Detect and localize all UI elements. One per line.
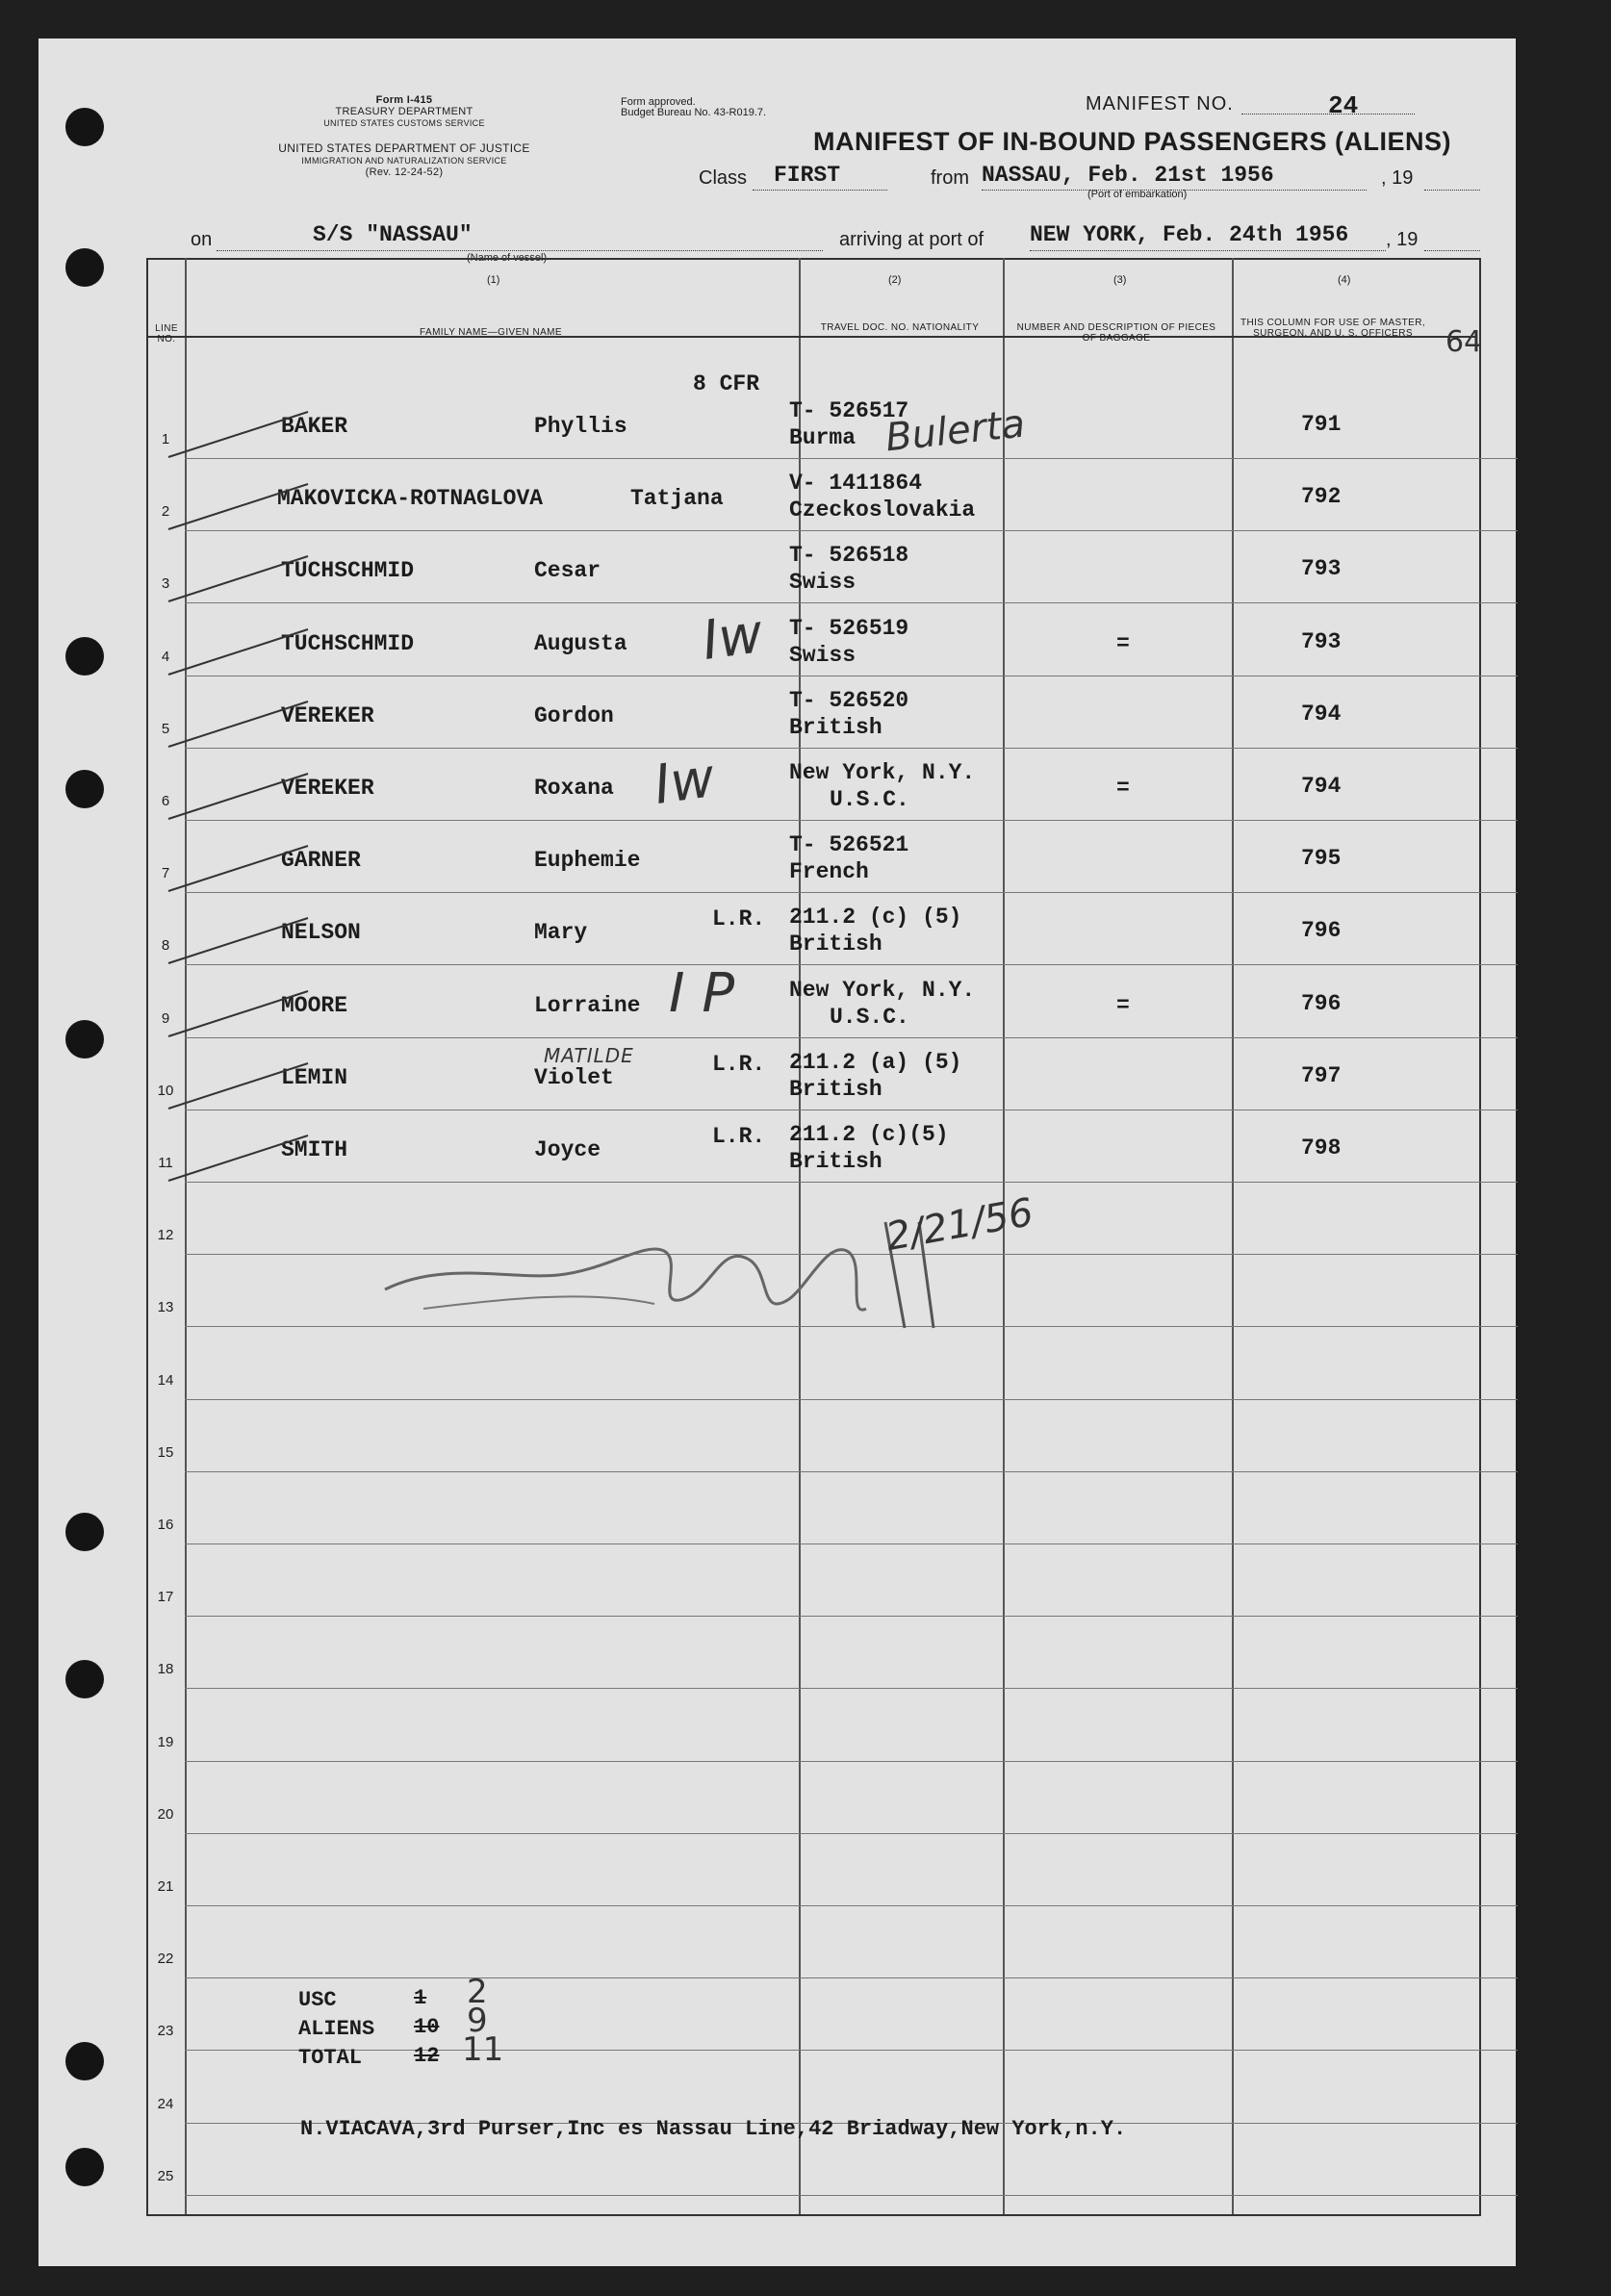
passenger-family-name: MOORE — [281, 992, 348, 1018]
baggage-mark: = — [1116, 630, 1130, 656]
travel-doc-number: T- 526517 — [789, 398, 909, 423]
travel-doc-number: 211.2 (c)(5) — [789, 1122, 949, 1147]
binder-hole — [65, 2042, 104, 2080]
col-1-label: (1) — [487, 274, 500, 286]
officer-number: 794 — [1301, 701, 1342, 727]
passenger-given-name: Lorraine — [534, 992, 641, 1018]
class-value: FIRST — [774, 163, 841, 188]
officer-number: 796 — [1301, 918, 1342, 944]
passenger-given-name: Mary — [534, 920, 588, 946]
customs-label: UNITED STATES CUSTOMS SERVICE — [323, 118, 485, 128]
binder-hole — [65, 2148, 104, 2186]
binder-hole — [65, 1513, 104, 1551]
travel-doc-number: V- 1411864 — [789, 471, 923, 497]
aliens-label: ALIENS — [298, 2017, 375, 2041]
row-rule — [185, 892, 1518, 893]
usc-label: USC — [298, 1988, 337, 2012]
header-name: FAMILY NAME—GIVEN NAME — [420, 327, 562, 338]
row-rule — [185, 1616, 1518, 1617]
officer-number: 793 — [1301, 628, 1342, 654]
line-number: 21 — [157, 1878, 174, 1895]
officer-number: 796 — [1301, 990, 1342, 1016]
check-mark-icon — [164, 1128, 318, 1186]
nationality: Swiss — [789, 642, 857, 668]
nationality: Swiss — [789, 570, 857, 596]
line-number: 10 — [157, 1082, 174, 1099]
line-number: 19 — [157, 1733, 174, 1750]
passenger-given-name: Euphemie — [534, 848, 641, 874]
officer-number: 797 — [1301, 1062, 1342, 1088]
nationality: U.S.C. — [830, 787, 909, 812]
col-3-label: (3) — [1113, 274, 1127, 286]
lr-note: L.R. — [712, 906, 766, 932]
manifest-page — [38, 38, 1516, 2266]
total-orig: 12 — [414, 2044, 440, 2068]
travel-doc-number: T- 526520 — [789, 687, 909, 713]
check-mark-icon — [164, 694, 318, 752]
nationality: Burma — [789, 425, 857, 450]
check-mark-icon — [164, 838, 318, 896]
port-embarkation-label: (Port of embarkation) — [1087, 189, 1188, 200]
line-number: 6 — [161, 793, 170, 809]
form-approved: Form approved. — [621, 96, 696, 108]
passenger-family-name: GARNER — [281, 848, 361, 874]
year-label-2: , 19 — [1386, 229, 1419, 250]
line-number: 2 — [161, 503, 170, 521]
check-mark-icon — [164, 1056, 318, 1113]
handwritten-moore-note: I P — [669, 962, 735, 1025]
row-rule — [185, 1688, 1518, 1689]
treasury-label: TREASURY DEPARTMENT — [335, 106, 473, 117]
line-number: 12 — [157, 1227, 174, 1244]
passenger-family-name: TUCHSCHMID — [281, 630, 415, 656]
header-baggage: NUMBER AND DESCRIPTION OF PIECES OF BAGGAGE — [1016, 322, 1216, 344]
handwritten-matilde: MATILDE — [544, 1044, 634, 1067]
line-number: 18 — [157, 1661, 174, 1678]
passenger-family-name: SMITH — [281, 1137, 348, 1162]
row-rule — [185, 1905, 1518, 1906]
on-label: on — [191, 229, 213, 250]
row-rule — [185, 1471, 1518, 1472]
row-rule — [185, 2050, 1518, 2051]
passenger-family-name: BAKER — [281, 414, 348, 439]
line-number: 25 — [157, 2167, 174, 2184]
travel-doc-number: T- 526521 — [789, 832, 909, 858]
passenger-given-name: Joyce — [534, 1137, 601, 1162]
officer-number: 794 — [1301, 774, 1342, 799]
line-number: 20 — [157, 1805, 174, 1823]
row-rule — [185, 1543, 1518, 1544]
form-number: Form I-415 — [375, 94, 433, 106]
manifest-no-label: MANIFEST NO. — [1086, 93, 1234, 115]
row-rule — [185, 2195, 1518, 2196]
ins-label: IMMIGRATION AND NATURALIZATION SERVICE — [301, 156, 507, 166]
from-value: NASSAU, Feb. 21st 1956 — [982, 163, 1274, 188]
signature-date: 2/21/56 — [882, 1189, 1037, 1261]
travel-doc-number: New York, N.Y. — [789, 977, 976, 1003]
row-rule — [185, 1399, 1518, 1400]
passenger-given-name: Roxana — [534, 776, 614, 801]
passenger-family-name: TUCHSCHMID — [281, 558, 415, 584]
officer-number: 795 — [1301, 846, 1342, 872]
total-label: TOTAL — [298, 2046, 363, 2070]
passenger-given-name: Phyllis — [534, 414, 627, 439]
year-line-2 — [1424, 250, 1480, 251]
nationality: French — [789, 859, 869, 885]
arriving-value: NEW YORK, Feb. 24th 1956 — [1030, 222, 1349, 247]
travel-doc-number: 211.2 (a) (5) — [789, 1049, 962, 1075]
signature-image — [366, 1184, 982, 1357]
row-rule — [185, 1761, 1518, 1762]
line-number: 1 — [161, 431, 170, 447]
line-number: 16 — [157, 1517, 174, 1533]
row-rule — [185, 820, 1518, 821]
total-value: 11 — [462, 2030, 504, 2069]
passenger-family-name: NELSON — [281, 920, 361, 946]
row-rule — [185, 458, 1518, 459]
row-rule — [185, 602, 1518, 603]
vessel-line — [217, 250, 823, 251]
col-divider-baggage — [1232, 258, 1234, 2214]
line-number: 15 — [157, 1443, 174, 1461]
nationality: Czeckoslovakia — [789, 497, 976, 523]
row-rule — [185, 1977, 1518, 1978]
check-mark-icon — [164, 766, 318, 824]
row-rule — [185, 964, 1518, 965]
passenger-given-name: Gordon — [534, 702, 614, 728]
passenger-family-name: MAKOVICKA-ROTNAGLOVA — [277, 486, 544, 512]
usc-value: 2 — [467, 1973, 488, 2011]
line-number: 24 — [157, 2095, 174, 2112]
binder-hole — [65, 1020, 104, 1059]
line-number: 7 — [161, 865, 170, 882]
row-rule — [185, 748, 1518, 749]
year-label-1: , 19 — [1381, 167, 1414, 189]
from-label: from — [931, 167, 969, 189]
line-number: 9 — [161, 1009, 170, 1027]
page-number: 64 — [1445, 325, 1483, 359]
handwritten-tw-2: Iw — [650, 746, 719, 818]
check-mark-icon — [164, 910, 318, 968]
line-number: 14 — [157, 1371, 174, 1389]
revision-label: (Rev. 12-24-52) — [365, 166, 444, 178]
row-rule — [185, 1037, 1518, 1038]
check-mark-icon — [164, 622, 318, 679]
row-rule — [185, 530, 1518, 531]
header-officers: THIS COLUMN FOR USE OF MASTER, SURGEON, AND U. S. OFFICERS — [1240, 318, 1425, 339]
header-line-no: LINE NO. — [155, 323, 178, 344]
check-mark-icon — [164, 983, 318, 1041]
line-number: 8 — [161, 937, 170, 955]
travel-doc-number: T- 526518 — [789, 543, 909, 569]
aliens-value: 9 — [467, 2002, 488, 2040]
check-mark-icon — [164, 548, 318, 606]
officer-number: 791 — [1301, 412, 1342, 437]
passenger-given-name: Tatjana — [630, 486, 724, 512]
nationality: British — [789, 931, 882, 957]
nationality: British — [789, 1076, 882, 1102]
arriving-label: arriving at port of — [839, 229, 984, 250]
nationality: U.S.C. — [830, 1004, 909, 1030]
vessel-label: (Name of vessel) — [467, 252, 548, 264]
handwritten-note-burma: Bulerta — [882, 401, 1028, 461]
baggage-mark: = — [1116, 776, 1130, 801]
manifest-no-value: 24 — [1328, 91, 1359, 120]
binder-hole — [65, 770, 104, 808]
officer-number: 798 — [1301, 1135, 1342, 1161]
cfr-note: 8 CFR — [693, 371, 760, 396]
handwritten-tw-1: Iw — [698, 601, 767, 674]
aliens-orig: 10 — [414, 2015, 440, 2039]
binder-hole — [65, 1660, 104, 1698]
check-mark-icon — [164, 404, 318, 462]
check-mark-icon — [164, 476, 318, 534]
officer-number: 793 — [1301, 556, 1342, 582]
binder-hole — [65, 248, 104, 287]
line-number: 17 — [157, 1589, 174, 1606]
passenger-given-name: Cesar — [534, 558, 601, 584]
nationality: British — [789, 1149, 882, 1174]
col-4-label: (4) — [1338, 274, 1351, 286]
line-number: 5 — [161, 720, 170, 737]
manifest-title: MANIFEST OF IN-BOUND PASSENGERS (ALIENS) — [813, 127, 1452, 156]
budget-bureau: Budget Bureau No. 43-R019.7. — [621, 107, 767, 118]
vessel-value: S/S "NASSAU" — [313, 222, 473, 247]
travel-doc-number: New York, N.Y. — [789, 760, 976, 785]
justice-label: UNITED STATES DEPARTMENT OF JUSTICE — [278, 141, 530, 155]
line-number: 22 — [157, 1951, 174, 1968]
purser-footer: N.VIACAVA,3rd Purser,Inc es Nassau Line,42 Briadway,New York,n.Y. — [300, 2117, 1127, 2141]
line-number: 11 — [158, 1155, 173, 1171]
passenger-family-name: VEREKER — [281, 776, 374, 801]
binder-hole — [65, 108, 104, 146]
arriving-line — [1030, 250, 1386, 251]
nationality: British — [789, 714, 882, 740]
row-rule — [185, 1182, 1518, 1183]
line-number: 23 — [157, 2023, 174, 2040]
lr-note: L.R. — [712, 1124, 766, 1149]
line-number: 13 — [157, 1299, 174, 1316]
officer-number: 792 — [1301, 484, 1342, 510]
usc-orig: 1 — [414, 1986, 427, 2010]
lr-note: L.R. — [712, 1051, 766, 1077]
travel-doc-number: T- 526519 — [789, 615, 909, 641]
year-line-1 — [1424, 190, 1480, 191]
passenger-family-name: LEMIN — [281, 1064, 348, 1090]
passenger-given-name: Violet — [534, 1064, 614, 1090]
passenger-family-name: VEREKER — [281, 702, 374, 728]
class-label: Class — [699, 167, 748, 189]
line-number: 3 — [161, 575, 170, 593]
passenger-given-name: Augusta — [534, 630, 627, 656]
line-number: 4 — [161, 648, 170, 665]
travel-doc-number: 211.2 (c) (5) — [789, 905, 962, 931]
row-rule — [185, 1833, 1518, 1834]
baggage-mark: = — [1116, 992, 1130, 1018]
class-line — [753, 190, 887, 191]
binder-hole — [65, 637, 104, 676]
col-2-label: (2) — [888, 274, 902, 286]
header-travel: TRAVEL DOC. NO. NATIONALITY — [820, 322, 980, 333]
